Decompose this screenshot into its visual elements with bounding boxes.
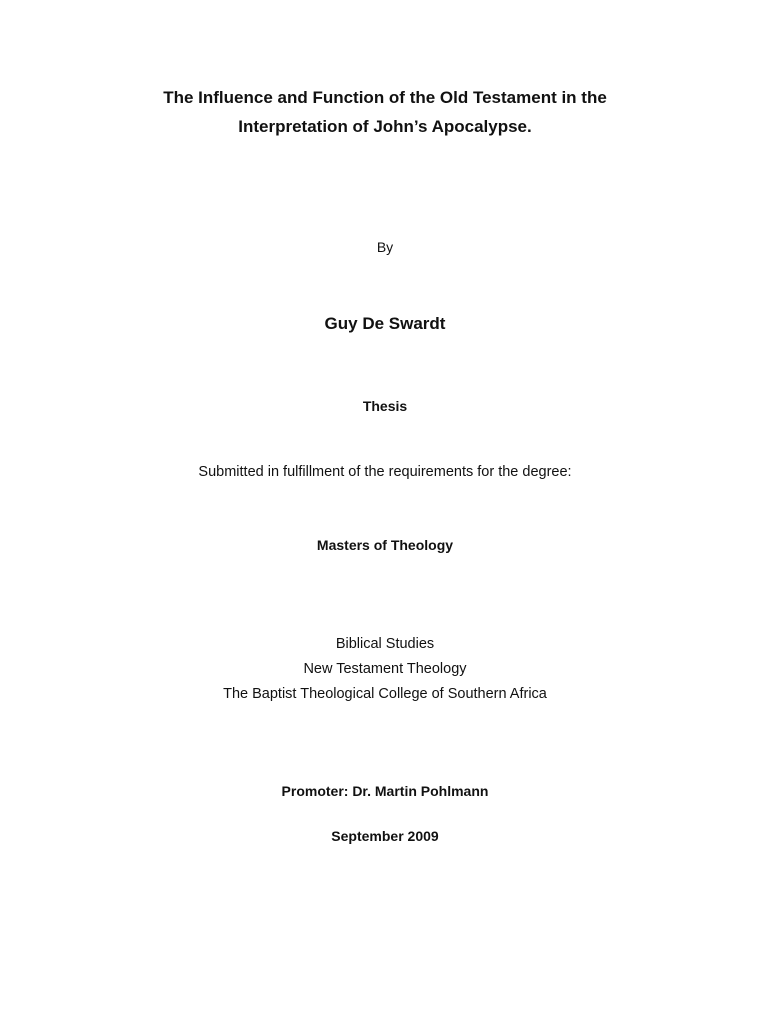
degree-name: Masters of Theology	[316, 537, 454, 553]
author-name: Guy De Swardt	[324, 314, 446, 333]
institution-name: The Baptist Theological College of Southern Africa	[223, 686, 547, 702]
submission-date: September 2009	[331, 828, 439, 844]
thesis-title-line-1: The Influence and Function of the Old Testament in the	[163, 88, 607, 107]
thesis-title-line-2: Interpretation of John’s Apocalypse.	[238, 117, 532, 136]
submission-statement: Submitted in fulfillment of the requirements for the degree:	[198, 464, 572, 480]
by-label: By	[376, 239, 394, 255]
department-name: Biblical Studies	[335, 636, 435, 652]
field-name: New Testament Theology	[303, 661, 467, 677]
promoter-line: Promoter: Dr. Martin Pohlmann	[281, 783, 489, 799]
document-type: Thesis	[362, 398, 408, 414]
